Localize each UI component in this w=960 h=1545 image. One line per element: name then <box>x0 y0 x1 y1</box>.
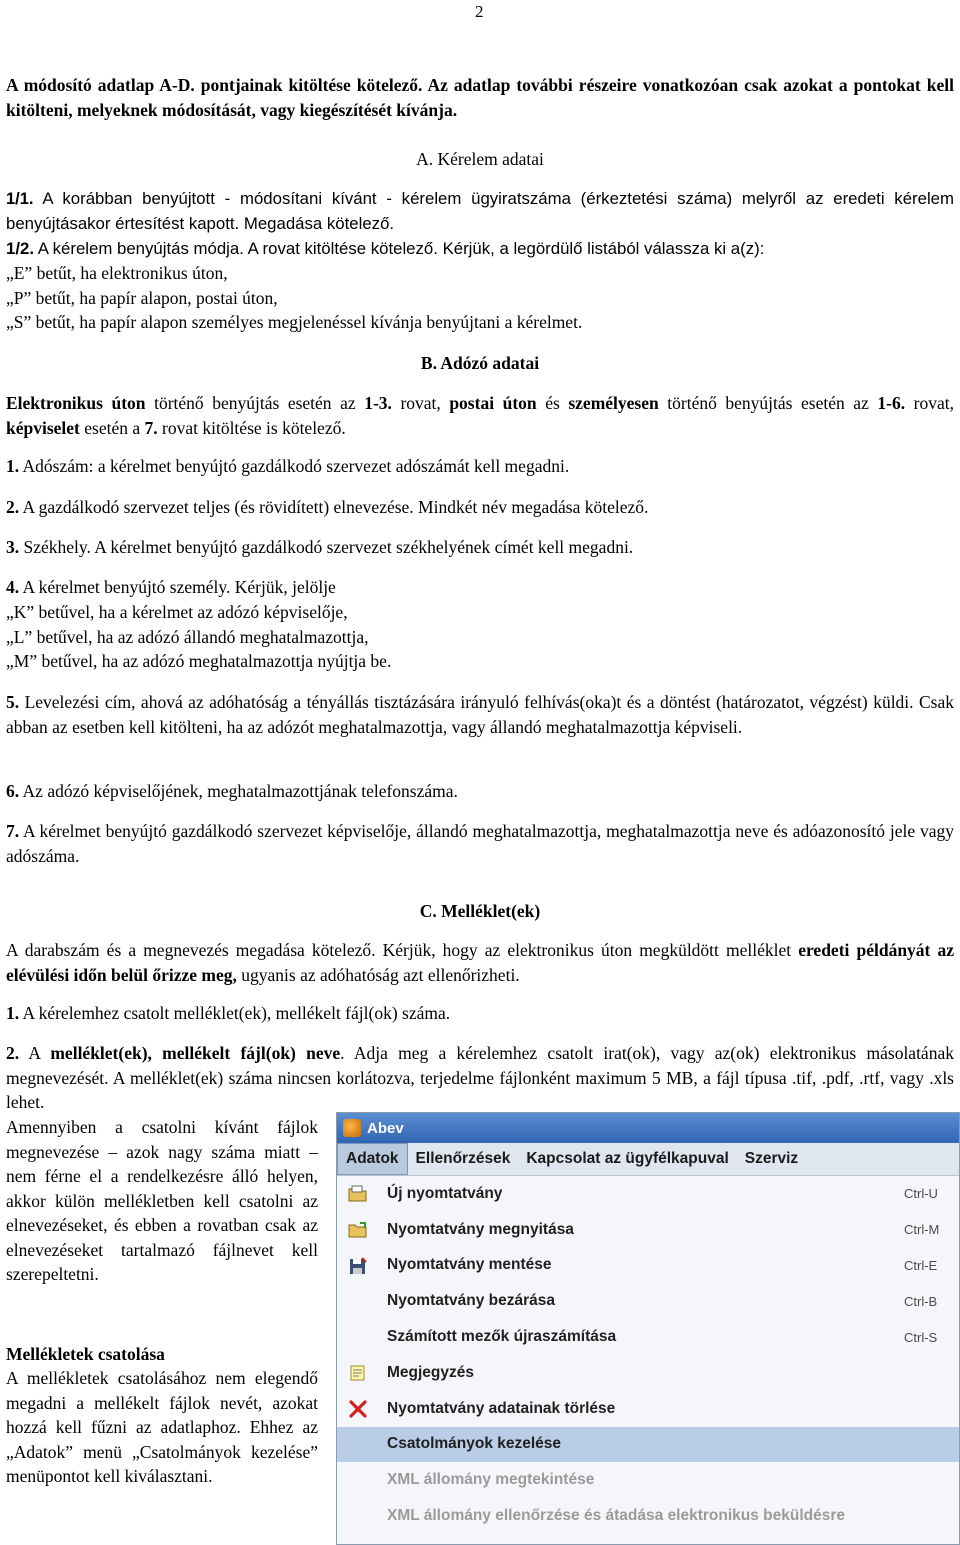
section-a-heading: A. Kérelem adatai <box>416 149 544 169</box>
section-b-item-7: 7. A kérelmet benyújtó gazdálkodó szervezet képviselője, állandó meghatalmazottja, meghatalmazottja neve és adóazonosító jele vagy adószáma. <box>6 821 954 866</box>
section-c-heading: C. Melléklet(ek) <box>419 901 541 921</box>
intro-paragraph: A módosító adatlap A-D. pontjainak kitöltése kötelező. Az adatlap további részeire vonatkozóan csak azokat a pontokat kell kitölteni, melyeknek módosítását, vagy kiegészítését kívánja. <box>6 75 954 120</box>
menu-ellenorzesek[interactable]: Ellenőrzések <box>415 1150 511 1167</box>
section-a-item-1-2: 1/2. A kérelem benyújtás módja. A rovat kitöltése kötelező. Kérjük, a legördülő listából válassza ki a(z): <box>6 239 765 258</box>
adatok-dropdown-menu <box>337 1176 959 1545</box>
menu-bar <box>337 1143 959 1176</box>
floppy-disk-icon <box>347 1255 369 1277</box>
delete-x-icon <box>347 1398 369 1420</box>
note-icon <box>347 1362 369 1384</box>
option-s: „S” betűt, ha papír alapon személyes megjelenéssel kívánja benyújtani a kérelmet. <box>6 312 583 332</box>
section-b-item-5: 5. Levelezési cím, ahová az adóhatóság a tényállás tisztázására irányuló felhívás(oka)t és a döntést (határozatot, végzést) küldi. Csak abban az esetben kell kitölteni, ha az adózót meghatalmazottja, vagy állandó meghatalmazottja képviseli. <box>6 692 954 737</box>
java-app-icon <box>343 1119 361 1137</box>
menu-item-close-form[interactable]: Nyomtatvány bezárása Ctrl-B <box>387 1292 938 1310</box>
menu-item-note[interactable]: Megjegyzés <box>337 1355 959 1391</box>
page-number: 2 <box>475 2 484 21</box>
abev-menu-screenshot <box>336 1112 960 1545</box>
section-b-item-3: 3. Székhely. A kérelmet benyújtó gazdálkodó szervezet székhelyének címét kell megadni. <box>6 537 634 557</box>
section-c-item-1: 1. A kérelemhez csatolt melléklet(ek), mellékelt fájl(ok) száma. <box>6 1003 451 1023</box>
attach-paragraph: A mellékletek csatolásához nem elegendő megadni a mellékelt fájlok nevét, azokat hozzá kell fűzni az adatlaphoz. Ehhez az „Adatok” menü „Csatolmányok kezelése” menüpontot kell kiválasztani. <box>6 1368 318 1486</box>
section-c-intro: A darabszám és a megnevezés megadása kötelező. Kérjük, hogy az elektronikus úton megküldött melléklet eredeti példányát az elévülési időn belül őrizze meg, ugyanis az adóhatóság azt ellenőrizheti. <box>6 940 954 985</box>
section-c-item-2: 2. A melléklet(ek), mellékelt fájl(ok) neve. Adja meg a kérelemhez csatolt irat(ok), vagy az(ok) elektronikus másolatának megnevezését. A melléklet(ek) száma nincsen korlátozva, terjedelme fájlonként maximum 5 MB, a fájl típusa .tif, .pdf, .rtf, vagy .xls lehet. <box>6 1043 954 1112</box>
option-l: „L” betűvel, ha az adózó állandó meghatalmazottja, <box>6 627 369 647</box>
menu-item-attachments[interactable]: Csatolmányok kezelése <box>337 1427 959 1463</box>
menu-item-check-submit-xml[interactable]: XML állomány ellenőrzése és átadása elektronikus beküldésre <box>387 1507 846 1525</box>
section-b-item-4: 4. A kérelmet benyújtó személy. Kérjük, jelölje <box>6 577 336 597</box>
folder-open-icon <box>347 1219 369 1241</box>
menu-item-recalculate[interactable]: Számított mezők újraszámítása Ctrl-S <box>387 1328 938 1346</box>
section-b-item-6: 6. Az adózó képviselőjének, meghatalmazottjának telefonszáma. <box>6 781 458 801</box>
menu-item-save-form[interactable]: Nyomtatvány mentése Ctrl-E <box>337 1248 959 1284</box>
menu-ugyfelkapu[interactable]: Kapcsolat az ügyfélkapuval <box>526 1150 729 1167</box>
option-e: „E” betűt, ha elektronikus úton, <box>6 263 228 283</box>
window-title: Abev <box>367 1119 404 1137</box>
option-m: „M” betűvel, ha az adózó meghatalmazottja nyújtja be. <box>6 651 392 671</box>
section-b-item-1: 1. Adószám: a kérelmet benyújtó gazdálkodó szervezet adószámát kell megadni. <box>6 456 570 476</box>
filename-note-paragraph: Amennyiben a csatolni kívánt fájlok megnevezése – azok nagy száma miatt – nem férne el a rendelkezésre álló helyen, akkor külön mellékletben kell csatolni az elnevezéseket, és ebben a rovatban csak az elnevezéseket tartalmazó fájlnevet kell szerepeltetni. <box>6 1117 318 1284</box>
menu-szerviz[interactable]: Szerviz <box>744 1150 799 1167</box>
folder-open-icon <box>347 1183 369 1205</box>
window-title-bar <box>337 1113 959 1143</box>
section-b-intro: Elektronikus úton történő benyújtás esetén az 1-3. rovat, postai úton és személyesen történő benyújtás esetén az 1-6. rovat, képviselet esetén a 7. rovat kitöltése is kötelező. <box>6 393 954 438</box>
section-b-item-2: 2. A gazdálkodó szervezet teljes (és rövidített) elnevezése. Mindkét név megadása kötelező. <box>6 497 649 517</box>
menu-item-new-form[interactable]: Új nyomtatvány Ctrl-U <box>337 1176 959 1212</box>
section-a-item-1-1: 1/1. A korábban benyújtott - módosítani kívánt - kérelem ügyiratszáma (érkeztetési száma) melyről az eredeti kérelem benyújtásakor értesítést kapott. Megadása kötelező. <box>6 189 954 233</box>
menu-adatok[interactable]: Adatok <box>337 1143 408 1175</box>
option-k: „K” betűvel, ha a kérelmet az adózó képviselője, <box>6 602 348 622</box>
attach-heading: Mellékletek csatolása <box>6 1344 165 1364</box>
section-b-heading: B. Adózó adatai <box>420 353 540 373</box>
menu-item-open-form[interactable]: Nyomtatvány megnyitása Ctrl-M <box>337 1212 959 1248</box>
option-p: „P” betűt, ha papír alapon, postai úton, <box>6 288 278 308</box>
menu-item-clear-data[interactable]: Nyomtatvány adatainak törlése <box>337 1391 959 1427</box>
menu-item-view-xml[interactable]: XML állomány megtekintése <box>387 1471 595 1489</box>
